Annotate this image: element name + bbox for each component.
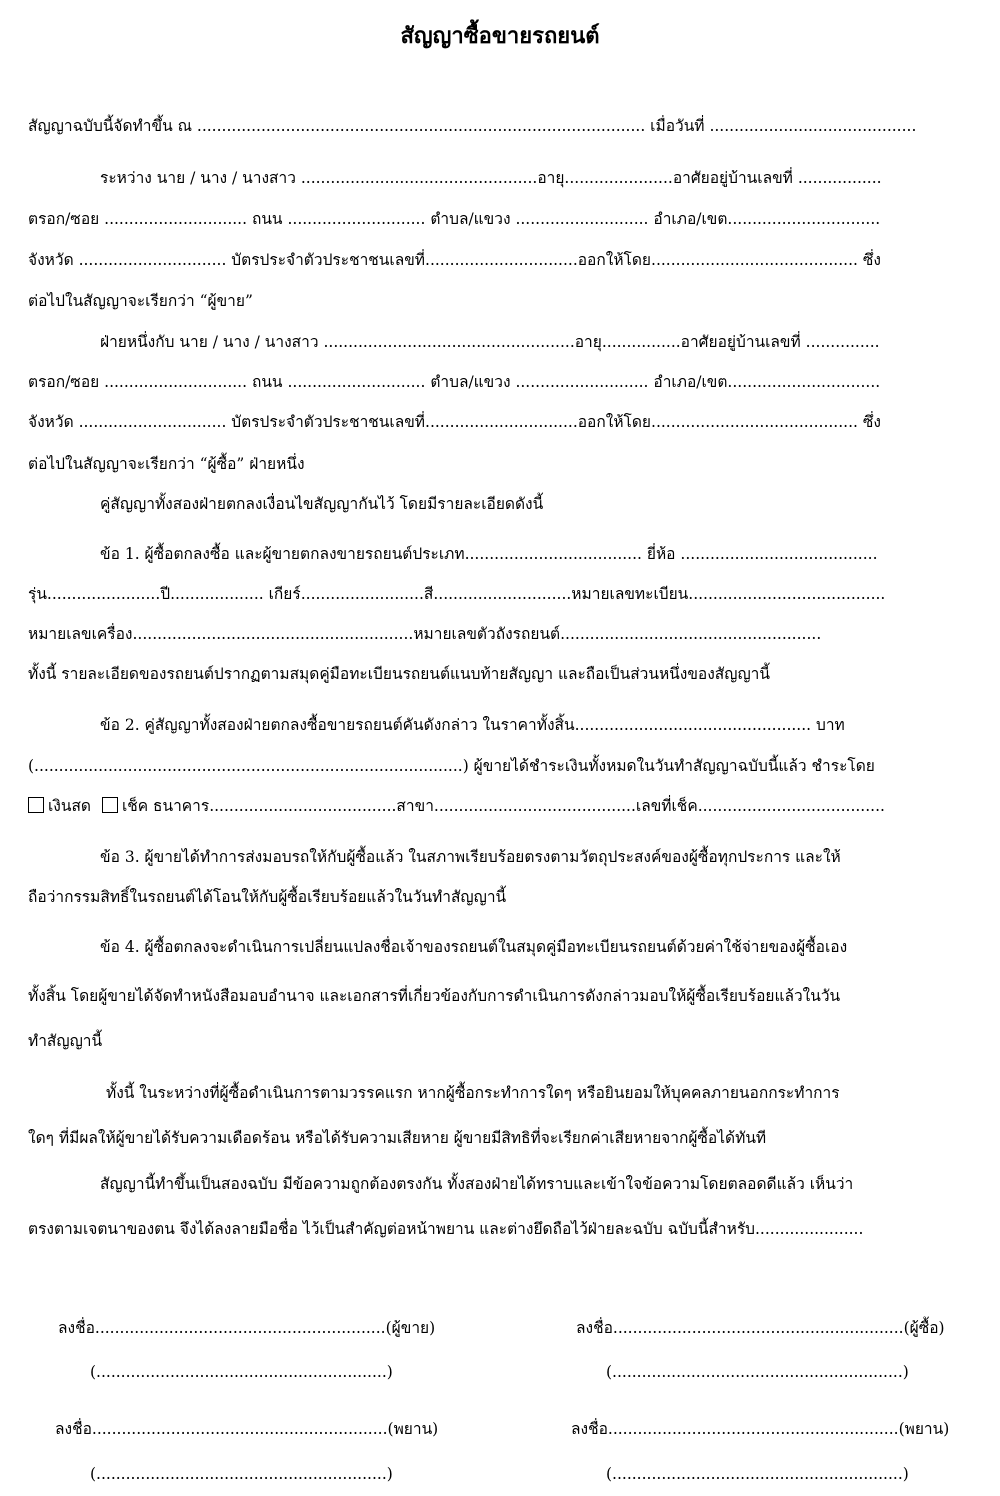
seller-signature-line: ลงชื่อ...........................................................(ผู้ขาย): [58, 1319, 436, 1337]
clause-4-line-1: ข้อ 4. ผู้ซื้อตกลงจะดำเนินการเปลี่ยนแปลงชื่อเจ้าของรถยนต์ในสมุดคู่มือทะเบียนรถยนต์ด้วยค่าใช้จ่ายของผู้ซื้อเอง: [100, 938, 848, 956]
seller-designation-line: ต่อไปในสัญญาจะเรียกว่า “ผู้ขาย”: [28, 292, 253, 310]
witness-1-signature-line: ลงชื่อ............................................................(พยาน): [55, 1420, 439, 1438]
seller-name-line: ระหว่าง นาย / นาง / นางสาว ................................................อายุ......................อาศัยอยู่บ้านเลขที่ .................: [100, 169, 882, 187]
clause-4-line-3: ทำสัญญานี้: [28, 1032, 103, 1050]
buyer-designation-line: ต่อไปในสัญญาจะเรียกว่า “ผู้ซื้อ” ฝ่ายหนึ่ง: [28, 455, 305, 473]
seller-printed-name: (...........................................................): [90, 1363, 393, 1381]
clause-3-line-2: ถือว่ากรรมสิทธิ์ในรถยนต์ได้โอนให้กับผู้ซื้อเรียบร้อยแล้วในวันทำสัญญานี้: [28, 888, 507, 906]
seller-id-line: จังหวัด .............................. บัตรประจำตัวประชาชนเลขที่...............................ออกให้โดย.......................................... ซึ่ง: [28, 251, 881, 269]
clause-2-payment-line: [28, 794, 972, 818]
agreement-intro-line: คู่สัญญาทั้งสองฝ่ายตกลงเงื่อนไขสัญญากันไว้ โดยมีรายละเอียดดังนี้: [100, 495, 544, 513]
clause-1-line-4: ทั้งนี้ รายละเอียดของรถยนต์ปรากฏตามสมุดคู่มือทะเบียนรถยนต์แนบท้ายสัญญา และถือเป็นส่วนหนึ่งของสัญญานี้: [28, 665, 770, 683]
contract-place-date-line: สัญญาฉบับนี้จัดทำขึ้น ณ ........................................................................................... เมื่อวันที่ ..........................................: [28, 117, 917, 135]
document-title: สัญญาซื้อขายรถยนต์: [400, 24, 600, 49]
buyer-signature-line: ลงชื่อ...........................................................(ผู้ซื้อ): [576, 1319, 945, 1337]
buyer-name-line: ฝ่ายหนึ่งกับ นาย / นาง / นางสาว ...................................................อายุ................อาศัยอยู่บ้านเลขที่ ...............: [100, 333, 880, 351]
clause-1-line-1: ข้อ 1. ผู้ซื้อตกลงซื้อ และผู้ขายตกลงขายรถยนต์ประเภท.................................... ยี่ห้อ ........................................: [100, 545, 878, 563]
liability-line-1: ทั้งนี้ ในระหว่างที่ผู้ซื้อดำเนินการตามวรรคแรก หากผู้ซื้อกระทำการใดๆ หรือยินยอมให้บุคคลภายนอกกระทำการ: [106, 1084, 840, 1102]
closing-line-2: ตรงตามเจตนาของตน จึงได้ลงลายมือชื่อ ไว้เป็นสำคัญต่อหน้าพยาน และต่างยึดถือไว้ฝ่ายละฉบับ ฉบับนี้สำหรับ......................: [28, 1220, 864, 1238]
clause-2-line-1: ข้อ 2. คู่สัญญาทั้งสองฝ่ายตกลงซื้อขายรถยนต์คันดังกล่าว ในราคาทั้งสิ้น................................................ บาท: [100, 716, 845, 734]
witness-2-signature-line: ลงชื่อ...........................................................(พยาน): [571, 1420, 950, 1438]
closing-line-1: สัญญานี้ทำขึ้นเป็นสองฉบับ มีข้อความถูกต้องตรงกัน ทั้งสองฝ่ายได้ทราบและเข้าใจข้อความโดยตลอดดีแล้ว เห็นว่า: [100, 1175, 854, 1193]
buyer-printed-name: (...........................................................): [606, 1363, 909, 1381]
seller-address-line: ตรอก/ซอย ............................. ถนน ............................ ตำบล/แขวง ........................... อำเภอ/เขต...............................: [28, 210, 881, 228]
cheque-details: เช็ค ธนาคาร......................................สาขา.........................................เลขที่เช็ค......................................: [121, 797, 885, 815]
clause-1-line-2: รุ่น.......................ปี................... เกียร์.........................สี............................หมายเลขทะเบียน........................................: [28, 585, 886, 603]
clause-1-line-3: หมายเลขเครื่อง.........................................................หมายเลขตัวถังรถยนต์.....................................................: [28, 625, 822, 643]
clause-3-line-1: ข้อ 3. ผู้ขายได้ทำการส่งมอบรถให้กับผู้ซื้อแล้ว ในสภาพเรียบร้อยตรงตามวัตถุประสงค์ของผู้ซื้อทุกประการ และให้: [100, 848, 841, 866]
witness-1-printed-name: (...........................................................): [90, 1465, 393, 1483]
cash-label: เงินสด: [48, 797, 91, 815]
buyer-id-line: จังหวัด .............................. บัตรประจำตัวประชาชนเลขที่...............................ออกให้โดย.......................................... ซึ่ง: [28, 413, 881, 431]
clause-2-line-2: (.......................................................................................) ผู้ขายได้ชำระเงินทั้งหมดในวันทำสัญญาฉบับนี้แล้ว ชำระโดย: [28, 757, 875, 775]
witness-2-printed-name: (...........................................................): [606, 1465, 909, 1483]
liability-line-2: ใดๆ ที่มีผลให้ผู้ขายได้รับความเดือดร้อน หรือได้รับความเสียหาย ผู้ขายมีสิทธิที่จะเรียกค่าเสียหายจากผู้ซื้อได้ทันที: [28, 1129, 767, 1147]
clause-4-line-2: ทั้งสิ้น โดยผู้ขายได้จัดทำหนังสือมอบอำนาจ และเอกสารที่เกี่ยวข้องกับการดำเนินการดังกล่าวมอบให้ผู้ซื้อเรียบร้อยแล้วในวัน: [28, 987, 841, 1005]
buyer-address-line: ตรอก/ซอย ............................. ถนน ............................ ตำบล/แขวง ........................... อำเภอ/เขต...............................: [28, 373, 881, 391]
cash-checkbox[interactable]: [28, 797, 44, 813]
cheque-checkbox[interactable]: [102, 797, 118, 813]
